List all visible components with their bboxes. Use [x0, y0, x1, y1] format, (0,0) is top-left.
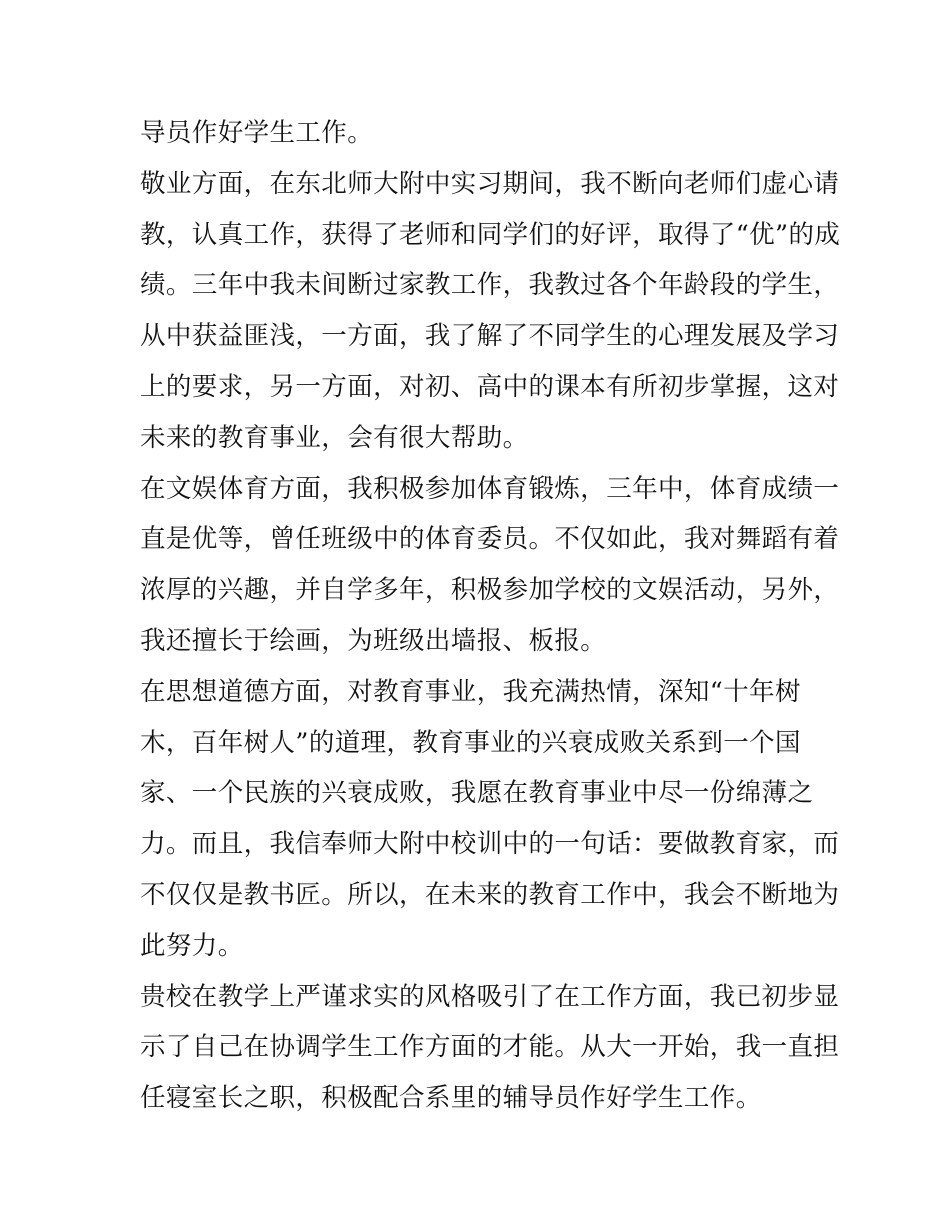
text-line: 此努力。	[140, 930, 244, 961]
text-line: 家、一个民族的兴衰成败，我愿在教育事业中尽一份绵薄之	[140, 778, 814, 809]
text-line: 从中获益匪浅，一方面，我了解了不同学生的心理发展及学习	[140, 321, 840, 352]
text-line: 在思想道德方面，对教育事业，我充满热情，深知“十年树	[140, 676, 801, 707]
text-line: 绩。三年中我未间断过家教工作，我教过各个年龄段的学生，	[140, 270, 840, 301]
text-line: 直是优等，曾任班级中的体育委员。不仅如此，我对舞蹈有着	[140, 524, 840, 555]
text-line: 导员作好学生工作。	[140, 118, 374, 148]
text-line: 上的要求，另一方面，对初、高中的课本有所初步掌握，这对	[140, 371, 840, 402]
text-line: 不仅仅是教书匠。所以，在未来的教育工作中，我会不断地为	[140, 879, 840, 910]
text-line: 浓厚的兴趣，并自学多年，积极参加学校的文娱活动，另外，	[140, 575, 840, 606]
text-line: 教，认真工作，获得了老师和同学们的好评，取得了“优”的成	[140, 219, 841, 250]
text-line: 敬业方面，在东北师大附中实习期间，我不断向老师们虚心请	[140, 168, 840, 199]
text-line: 贵校在教学上严谨求实的风格吸引了在工作方面，我已初步显	[140, 981, 840, 1012]
text-line: 未来的教育事业，会有很大帮助。	[140, 422, 529, 453]
document-body	[140, 108, 841, 1124]
text-line: 木，百年树人”的道理，教育事业的兴衰成败关系到一个国	[140, 727, 801, 758]
text-line: 示了自己在协调学生工作方面的才能。从大一开始，我一直担	[140, 1032, 840, 1063]
text-line: 我还擅长于绘画，为班级出墙报、板报。	[140, 625, 607, 656]
text-line: 力。而且，我信奉师大附中校训中的一句话：要做教育家，而	[140, 829, 840, 860]
text-line: 在文娱体育方面，我积极参加体育锻炼，三年中，体育成绩一	[140, 473, 840, 504]
text-line: 任寝室长之职，积极配合系里的辅导员作好学生工作。	[140, 1083, 762, 1114]
